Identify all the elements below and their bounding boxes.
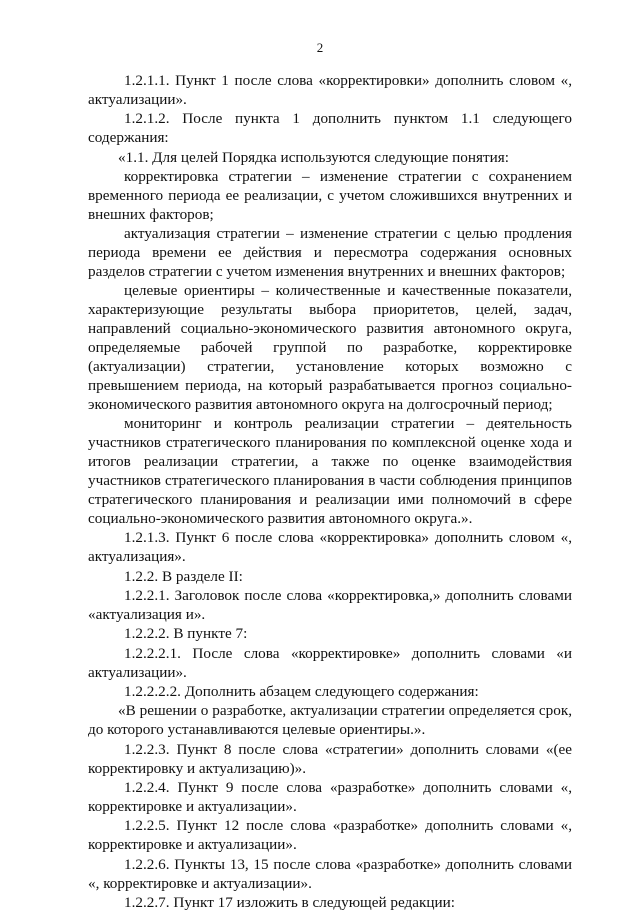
paragraph: 1.2.2.2.1. После слова «корректировке» дополнить словами «и актуализации».	[88, 644, 572, 681]
paragraph: 1.2.1.2. После пункта 1 дополнить пунктом 1.1 следующего содержания:	[88, 110, 572, 147]
paragraph: 1.2.2.5. Пункт 12 после слова «разработке» дополнить словами «, корректировке и актуализации».	[88, 817, 572, 854]
paragraph: мониторинг и контроль реализации стратегии – деятельность участников стратегического планирования по комплексной оценке хода и итогов реализации стратегии, а также по оценке взаимодействия участников стратегического планирования в части соблюдения принципов стратегического планирования и реализации ими полномочий в сфере социально-экономического развития автономного округа.».	[88, 415, 572, 527]
paragraph: целевые ориентиры – количественные и качественные показатели, характеризующие результаты выбора приоритетов, целей, задач, направлений социально-экономического развития автономного округа, определяемые рабочей группой по разработке, корректировке (актуализации) стратегии, установление которых возможно с превышением периода, на который разрабатывается прогноз социально-экономического развития автономного округа на долгосрочный период;	[88, 282, 572, 413]
paragraph: 1.2.1.1. Пункт 1 после слова «корректировки» дополнить словом «, актуализации».	[88, 72, 572, 108]
paragraph: актуализация стратегии – изменение стратегии с целью продления периода времени ее действия и пересмотра содержания основных разделов стратегии с учетом изменения внутренних и внешних факторов;	[88, 225, 572, 281]
paragraph: корректировка стратегии – изменение стратегии с сохранением временного периода ее реализации, с учетом сложившихся внутренних и внешних факторов;	[88, 168, 572, 223]
paragraph: 1.2.1.3. Пункт 6 после слова «корректировка» дополнить словом «, актуализация».	[88, 529, 572, 566]
paragraph: «1.1. Для целей Порядка используются следующие понятия:	[118, 148, 509, 166]
paragraph: 1.2.2.2.2. Дополнить абзацем следующего содержания:	[124, 683, 479, 700]
page-number: 2	[316, 40, 324, 55]
paragraph: «В решении о разработке, актуализации стратегии определяется срок, до которого устанавливаются целевые ориентиры.».	[88, 702, 572, 739]
paragraph: 1.2.2.4. Пункт 9 после слова «разработке» дополнить словами «, корректировке и актуализации».	[88, 779, 572, 815]
paragraph: 1.2.2.7. Пункт 17 изложить в следующей редакции:	[124, 893, 455, 911]
paragraph: 1.2.2.2. В пункте 7:	[124, 625, 248, 643]
paragraph: 1.2.2.6. Пункты 13, 15 после слова «разработке» дополнить словами «, корректировке и актуализации».	[88, 855, 572, 892]
paragraph: 1.2.2.1. Заголовок после слова «корректировка,» дополнить словами «актуализация и».	[88, 586, 572, 623]
document-body	[88, 72, 572, 913]
paragraph: 1.2.2.3. Пункт 8 после слова «стратегии» дополнить словами «(ее корректировку и актуализацию)».	[88, 740, 572, 777]
paragraph: 1.2.2. В разделе II:	[124, 567, 243, 585]
